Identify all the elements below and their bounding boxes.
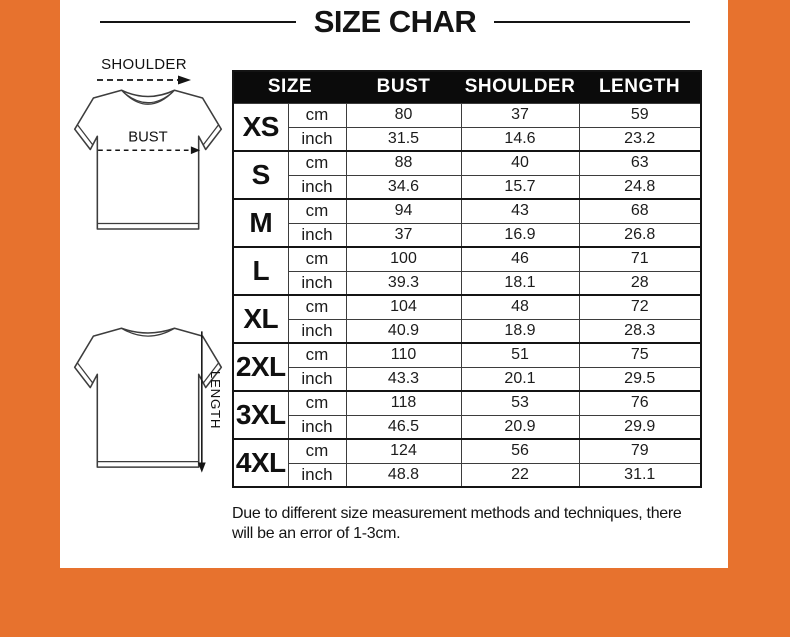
value-cell: 80 [346, 103, 461, 127]
value-cell: 104 [346, 295, 461, 319]
size-label: 4XL [233, 439, 288, 487]
value-cell: 75 [579, 343, 701, 367]
size-label: XL [233, 295, 288, 343]
unit-cell: inch [288, 175, 346, 199]
row-s-cm [233, 151, 701, 175]
value-cell: 37 [346, 223, 461, 247]
row-4xl-inch [233, 463, 701, 487]
row-l-inch [233, 271, 701, 295]
title-left-rule [100, 21, 296, 23]
unit-cell: cm [288, 439, 346, 463]
value-cell: 16.9 [461, 223, 579, 247]
tshirt-back-diagram [70, 322, 226, 482]
bust-measure-label: BUST [128, 129, 168, 146]
value-cell: 100 [346, 247, 461, 271]
header-shoulder: SHOULDER [461, 71, 579, 103]
page-title: SIZE CHAR [313, 4, 477, 39]
row-m-cm [233, 199, 701, 223]
value-cell: 20.9 [461, 415, 579, 439]
value-cell: 39.3 [346, 271, 461, 295]
row-l-cm [233, 247, 701, 271]
unit-cell: inch [288, 319, 346, 343]
value-cell: 110 [346, 343, 461, 367]
measurement-disclaimer [232, 504, 682, 544]
size-label: XS [233, 103, 288, 151]
header-bust: BUST [346, 71, 461, 103]
value-cell: 28.3 [579, 319, 701, 343]
row-xl-cm [233, 295, 701, 319]
value-cell: 34.6 [346, 175, 461, 199]
row-m-inch [233, 223, 701, 247]
size-label: S [233, 151, 288, 199]
value-cell: 56 [461, 439, 579, 463]
value-cell: 94 [346, 199, 461, 223]
unit-cell: cm [288, 295, 346, 319]
table-header-row [233, 71, 701, 103]
value-cell: 26.8 [579, 223, 701, 247]
row-2xl-inch [233, 367, 701, 391]
value-cell: 20.1 [461, 367, 579, 391]
unit-cell: cm [288, 247, 346, 271]
size-table [232, 70, 702, 488]
row-xl-inch [233, 319, 701, 343]
title-right-rule [494, 21, 690, 23]
unit-cell: cm [288, 391, 346, 415]
value-cell: 72 [579, 295, 701, 319]
value-cell: 48 [461, 295, 579, 319]
shoulder-measure-label: SHOULDER [101, 56, 187, 73]
value-cell: 59 [579, 103, 701, 127]
value-cell: 46.5 [346, 415, 461, 439]
unit-cell: cm [288, 103, 346, 127]
value-cell: 31.1 [579, 463, 701, 487]
unit-cell: cm [288, 151, 346, 175]
unit-cell: inch [288, 463, 346, 487]
value-cell: 43.3 [346, 367, 461, 391]
value-cell: 40.9 [346, 319, 461, 343]
row-2xl-cm [233, 343, 701, 367]
unit-cell: inch [288, 415, 346, 439]
value-cell: 43 [461, 199, 579, 223]
size-label: M [233, 199, 288, 247]
unit-cell: cm [288, 199, 346, 223]
size-label: L [233, 247, 288, 295]
value-cell: 63 [579, 151, 701, 175]
row-3xl-cm [233, 391, 701, 415]
row-3xl-inch [233, 415, 701, 439]
disclaimer-line-2: will be an error of 1-3cm. [232, 525, 401, 542]
tshirt-front-diagram [70, 84, 226, 236]
unit-cell: inch [288, 223, 346, 247]
value-cell: 71 [579, 247, 701, 271]
length-measure-label: LENGTH [208, 370, 224, 430]
row-xs-inch [233, 127, 701, 151]
value-cell: 28 [579, 271, 701, 295]
value-cell: 22 [461, 463, 579, 487]
disclaimer-line-1: Due to different size measurement methods and techniques, there [232, 505, 682, 522]
row-4xl-cm [233, 439, 701, 463]
size-label: 3XL [233, 391, 288, 439]
value-cell: 118 [346, 391, 461, 415]
value-cell: 18.1 [461, 271, 579, 295]
size-label: 2XL [233, 343, 288, 391]
value-cell: 18.9 [461, 319, 579, 343]
value-cell: 40 [461, 151, 579, 175]
value-cell: 14.6 [461, 127, 579, 151]
value-cell: 29.5 [579, 367, 701, 391]
value-cell: 46 [461, 247, 579, 271]
value-cell: 88 [346, 151, 461, 175]
value-cell: 29.9 [579, 415, 701, 439]
value-cell: 68 [579, 199, 701, 223]
title-row [100, 4, 690, 40]
value-cell: 76 [579, 391, 701, 415]
value-cell: 48.8 [346, 463, 461, 487]
header-size: SIZE [233, 71, 346, 103]
header-length: LENGTH [579, 71, 701, 103]
value-cell: 79 [579, 439, 701, 463]
value-cell: 51 [461, 343, 579, 367]
unit-cell: cm [288, 343, 346, 367]
unit-cell: inch [288, 127, 346, 151]
value-cell: 53 [461, 391, 579, 415]
value-cell: 124 [346, 439, 461, 463]
value-cell: 15.7 [461, 175, 579, 199]
value-cell: 24.8 [579, 175, 701, 199]
value-cell: 31.5 [346, 127, 461, 151]
row-s-inch [233, 175, 701, 199]
unit-cell: inch [288, 367, 346, 391]
unit-cell: inch [288, 271, 346, 295]
value-cell: 37 [461, 103, 579, 127]
value-cell: 23.2 [579, 127, 701, 151]
row-xs-cm [233, 103, 701, 127]
